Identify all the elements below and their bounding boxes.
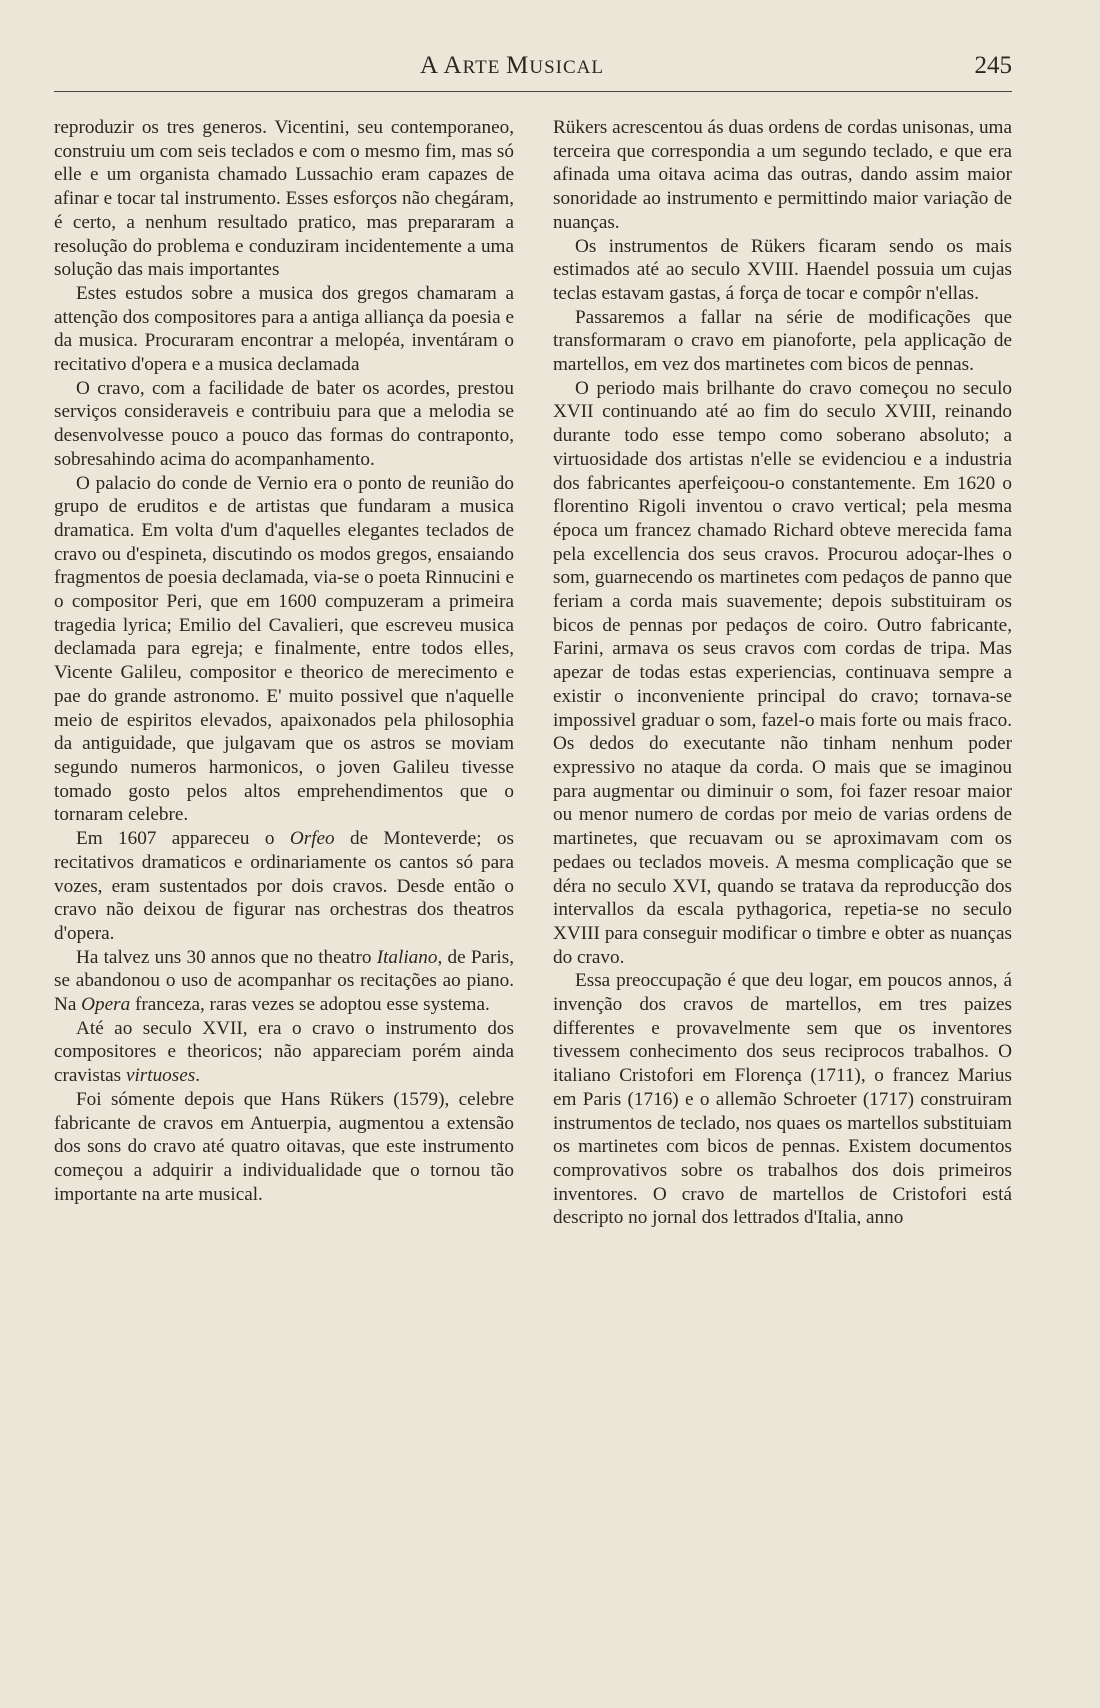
left-column — [54, 116, 514, 1206]
paragraph: Ha talvez uns 30 annos que no theatro Italiano, de Paris, se abandonou o uso de acompanhar os recitações ao piano. Na Opera franceza, raras vezes se adoptou esse systema. — [54, 946, 514, 1016]
page-number: 245 — [974, 52, 1012, 79]
paragraph: O cravo, com a facilidade de bater os acordes, prestou serviços consideraveis e contribuiu para que a melodia se desenvolvesse pouco a pouco das formas do contraponto, sobresahindo acima do acompanhamento. — [54, 377, 514, 470]
paragraph: Os instrumentos de Rükers ficaram sendo os mais estimados até ao seculo XVIII. Haendel possuia um cujas teclas estavam gastas, á força de tocar e compôr n'ellas. — [553, 235, 1012, 304]
paragraph: O periodo mais brilhante do cravo começou no seculo XVII continuando até ao fim do seculo XVIII, reinando durante todo esse tempo como soberano absoluto; a virtuosidade dos artistas n'elle se evidenciou e a industria dos fabricantes aperfeiçoou-o constantemente. Em 1620 o florentino Rigoli inventou o cravo vertical; pela mesma época um francez chamado Richard obteve merecida fama pela excellencia dos seus cravos. Procurou adoçar-lhes o som, guarnecendo os martinetes com pedaços de panno que feriam a corda mais suavemente; depois substituiram os bicos de pennas por pedaços de coiro. Outro fabricante, Farini, armava os seus cravos com cordas de tripa. Mas apezar de todas estas experiencias, continuava sempre a existir o inconveniente principal do cravo; tornava-se impossivel graduar o som, fazel-o mais forte ou mais fraco. Os dedos do executante não tinham nenhum poder expressivo no ataque da corda. O mais que se imaginou para augmentar ou diminuir o som, foi fazer resoar maior ou menor numero de cordas por meio de varias ordens de martinetes, que recuavam ou se aproximavam com os pedaes ou teclados moveis. A mesma complicação que se déra no seculo XVI, quando se tratava da reproducção dos intervallos da escala pythagorica, repetia-se no seculo XVIII para conseguir modificar o timbre e obter as nuanças do cravo. — [553, 377, 1012, 968]
paragraph: Essa preoccupação é que deu logar, em poucos annos, á invenção dos cravos de martellos, em tres paizes differentes e provavelmente sem que os inventores tivessem conhecimento dos seus reciprocos trabalhos. O italiano Cristofori em Florença (1711), o francez Marius em Paris (1716) e o allemão Schroeter (1717) construiram instrumentos de teclado, nos quaes os martellos substituiam os martinetes com bicos de pennas. Existem documentos comprovativos sobre os trabalhos dos dois primeiros inventores. O cravo de martellos de Cristofori está descripto no jornal dos lettrados d'Italia, anno — [553, 970, 1012, 1229]
paragraph: Passaremos a fallar na série de modificações que transformaram o cravo em pianoforte, pela applicação de martellos, em vez dos martinetes com bicos de pennas. — [553, 306, 1012, 376]
paragraph: Estes estudos sobre a musica dos gregos chamaram a attenção dos compositores para a antiga alliança da poesia e da musica. Procuraram encontrar a melopéa, inventáram o recitativo d'opera e a musica declamada — [54, 282, 514, 376]
paragraph: Até ao seculo XVII, era o cravo o instrumento dos compositores e theoricos; não appareciam porém ainda cravistas virtuoses. — [54, 1017, 514, 1087]
right-column — [553, 116, 1012, 1230]
paragraph: reproduzir os tres generos. Vicentini, seu contemporaneo, construiu um com seis teclados e com o mesmo fim, mas só elle e um organista chamado Lussachio eram capazes de afinar e tocar tal instrumento. Esses esforços não chegáram, é certo, a nenhum resultado pratico, mas prepararam a resolução do problema e conduziram incidentemente a uma solução das mais importantes — [54, 117, 514, 281]
paragraph: Rükers acrescentou ás duas ordens de cordas unisonas, uma terceira que correspondia a um segundo teclado, e que era afinada uma oitava acima das outras, dando assim maior sonoridade ao instrumento e permittindo maior variação de nuanças. — [553, 117, 1012, 233]
journal-title: A ARTE MUSICAL — [420, 52, 604, 79]
header-rule — [54, 91, 1012, 92]
running-header — [0, 46, 1100, 86]
paragraph: Em 1607 appareceu o Orfeo de Monteverde; os recitativos dramaticos e ordinariamente os cantos só para vozes, eram sustentados por dois cravos. Desde então o cravo não deixou de figurar nas orchestras dos theatros d'opera. — [54, 828, 514, 944]
paragraph: Foi sómente depois que Hans Rükers (1579), celebre fabricante de cravos em Antuerpia, augmentou a extensão dos sons do cravo até quatro oitavas, que este instrumento começou a adquirir a individualidade que o tornou tão importante na arte musical. — [54, 1088, 514, 1205]
paragraph: O palacio do conde de Vernio era o ponto de reunião do grupo de eruditos e de artistas que fundaram a musica dramatica. Em volta d'um d'aquelles elegantes teclados de cravo ou d'espineta, discutindo os modos gregos, ensaiando fragmentos de poesia declamada, via-se o poeta Rinnucini e o compositor Peri, que em 1600 compuzeram a primeira tragedia lyrica; Emilio del Cavalieri, que escreveu musica declamada para egreja; e finalmente, entre todos elles, Vicente Galileu, compositor e theorico de merecimento e pae do grande astronomo. E' muito possivel que n'aquelle meio de espiritos elevados, apaixonados pela philosophia da antiguidade, que julgavam que os astros se moviam segundo numeros harmonicos, o joven Galileu tivesse tomado gosto pelos altos emprehendimentos que o tornaram celebre. — [54, 472, 514, 826]
